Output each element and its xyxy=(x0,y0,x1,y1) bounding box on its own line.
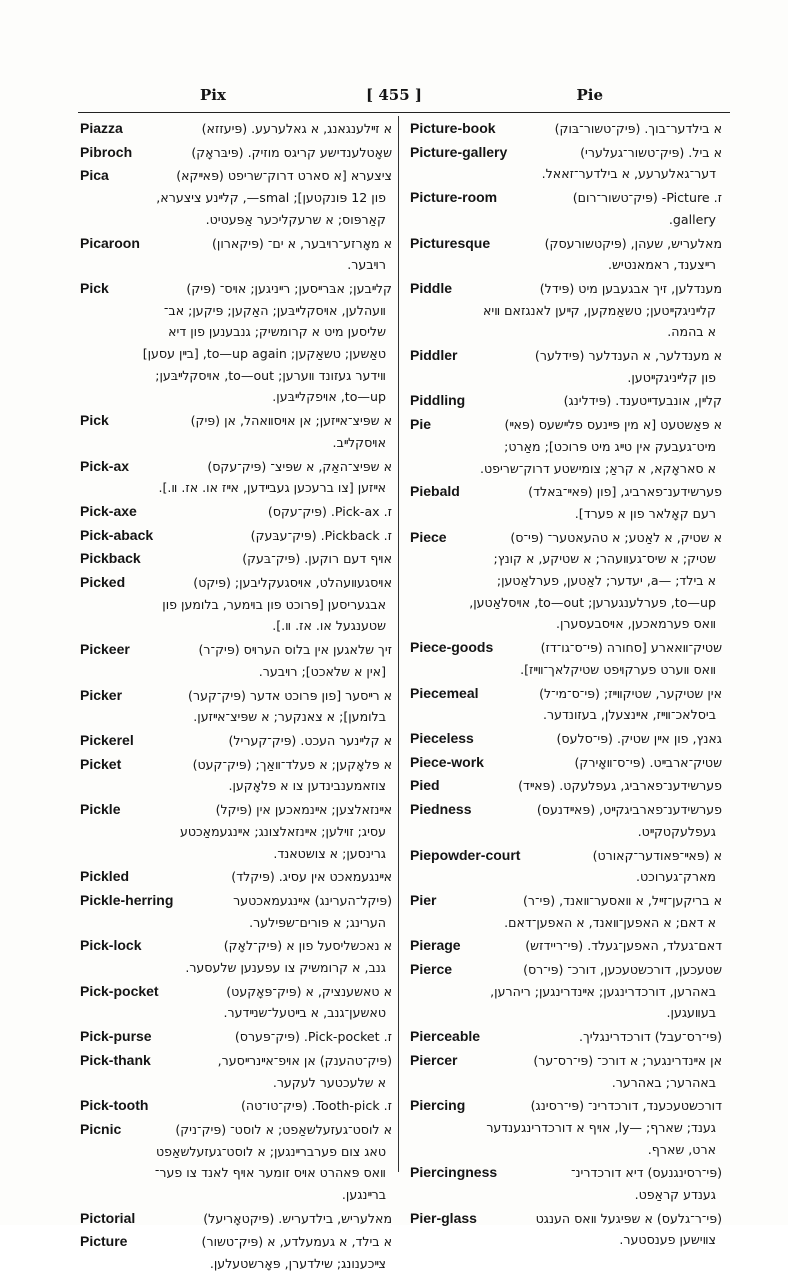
dictionary-entry xyxy=(410,845,722,888)
dictionary-entry xyxy=(80,1050,392,1093)
entry-headword: Pick-purse xyxy=(80,1028,152,1045)
entry-continuation-line: װאס פּאהרט אױס זומער אױף לאנד צו פער־ xyxy=(154,1165,386,1181)
dictionary-entry xyxy=(80,233,392,276)
entry-first-line xyxy=(410,1050,722,1072)
entry-definition: פערשידענ־פארביגקײט, (פּאײדנעס) xyxy=(536,802,722,818)
entry-first-line xyxy=(410,390,722,412)
entry-continuation-line: טאג צום פערברײנגען; א לוסט־געזעלשאַפט xyxy=(156,1143,386,1159)
entry-first-line xyxy=(80,548,392,570)
dictionary-entry xyxy=(80,639,392,682)
entry-headword: Pickeer xyxy=(80,641,130,658)
entry-continuation-line: gallery. xyxy=(668,211,716,227)
page-header xyxy=(70,86,718,110)
entry-continuation-line: ביסלאכ־װײז, אײנצעלן, בעזונדער. xyxy=(543,707,716,723)
entry-first-line xyxy=(410,752,722,774)
entry-continuation-line: א בהמה. xyxy=(667,324,716,340)
entry-first-line xyxy=(410,890,722,912)
entry-headword: Pieceless xyxy=(410,729,474,746)
entry-continuation-line: [אין א שלאכט]; רױבער. xyxy=(258,663,386,679)
entry-definition: א בילד, א געמעלדע, א (פּיק־טשור) xyxy=(201,1234,392,1250)
entry-continuation-line: װעהלען, אױסקלײבּען; האַקען; פּיקען; אב־ xyxy=(163,302,386,318)
entry-first-line xyxy=(80,278,392,300)
entry-continuation-line: װאס װערט פערקױפט שטיקלאך־װײז]. xyxy=(520,661,716,677)
entry-first-line xyxy=(80,118,392,140)
entry-headword: Pickle xyxy=(80,801,121,818)
entry-first-line xyxy=(80,142,392,164)
entry-headword: Pier xyxy=(410,891,437,908)
entry-first-line xyxy=(410,935,722,957)
dictionary-entry xyxy=(80,799,392,864)
entry-headword: Piedness xyxy=(410,801,472,818)
entry-continuation-line: עסיג; זױלען; אײנזאלצונג; אײנגעמאַכטע xyxy=(179,823,386,839)
dictionary-entry xyxy=(410,775,722,797)
entry-continuation-line: גענדע קראַפט. xyxy=(634,1187,716,1203)
entry-definition: א שפּיצ־האַק, א שפּיצ־ (פּיק־עקס) xyxy=(207,458,392,474)
dictionary-entry xyxy=(80,548,392,570)
entry-continuation-line: א בילד; —a, יעדער; לאַטען, פערלאַטען; xyxy=(496,573,716,589)
dictionary-entry xyxy=(80,1119,392,1206)
dictionary-entry xyxy=(410,683,722,726)
entry-headword: Pictorial xyxy=(80,1209,136,1226)
entry-first-line xyxy=(80,730,392,752)
entry-headword: Picturesque xyxy=(410,234,491,251)
entry-first-line xyxy=(410,799,722,821)
dictionary-entry xyxy=(80,1026,392,1048)
entry-first-line xyxy=(80,572,392,594)
entry-definition: אױסגעװעהלט, אױסגעקליבען; (פּיקט) xyxy=(193,575,392,591)
entry-continuation-line: גענד; שארף; —ly, אױף א דורכדרינגענדער xyxy=(486,1119,716,1135)
entry-continuation-line: שטענגעל או. אז. װ.]. xyxy=(272,618,386,634)
entry-continuation-line: שליסען מיט א קרומשיק; גנבענען פון דיא xyxy=(168,324,386,340)
entry-continuation-line: מיט־געבעק אין טײג מיט פּרוכט]; מאַרט; xyxy=(504,438,716,454)
entry-first-line xyxy=(410,481,722,503)
entry-headword: Piece-work xyxy=(410,753,484,770)
entry-definition: א ביל. (פּיק־טשור־געלערי) xyxy=(580,144,722,160)
entry-definition: אין שטיקער, שטיקװײז; (פּי־ס־מי־ל) xyxy=(539,685,722,701)
entry-first-line xyxy=(80,890,392,912)
entry-definition: א מאָרזע־רױבער, א ים־ (פּיקארון) xyxy=(212,235,392,251)
entry-headword: Piddle xyxy=(410,279,453,296)
header-rule xyxy=(78,112,730,113)
header-right-guideword: Pie xyxy=(576,86,603,104)
dictionary-entry xyxy=(410,959,722,1024)
dictionary-entry xyxy=(80,1231,392,1274)
entry-definition: א שטיק, א לאַטע; א טהעאטער־ (פּי־ס) xyxy=(510,529,722,545)
entry-headword: Piece-goods xyxy=(410,639,494,656)
entry-definition: דורכשטעכענד, דורכדרינ־ (פּי־רסינג) xyxy=(530,1098,722,1114)
entry-headword: Picture-gallery xyxy=(410,143,508,160)
entry-continuation-line: גנב, א קרומשיק צו עפענען שלעסער. xyxy=(185,960,386,976)
entry-headword: Picture-book xyxy=(410,120,496,136)
entry-continuation-line: to—up, פערלענגערען; to—out, אױסלאַטען, xyxy=(469,594,716,610)
entry-headword: Pica xyxy=(80,167,109,184)
entry-continuation-line: טאַשען; טשאַקען; to—up again, [בײן עסען] xyxy=(142,346,386,362)
entry-definition: אן אײנדרינגער; א דורכ־ (פּי־רס־ער) xyxy=(533,1052,722,1068)
dictionary-entry xyxy=(410,799,722,842)
entry-first-line xyxy=(410,1095,722,1117)
entry-first-line xyxy=(410,527,722,549)
entry-definition: ז. Tooth-pick. (פּיק־טו־טה) xyxy=(240,1098,392,1114)
entry-definition: ז. Pickback. (פּיק־עבּעק) xyxy=(250,527,392,543)
entry-continuation-line: צײכענונג; שילדערן, פּאָרשטעלען. xyxy=(209,1256,386,1272)
entry-first-line xyxy=(80,639,392,661)
entry-continuation-line: פון 12 פּונקטען]; smal—, קלײנע ציצערא, xyxy=(156,190,386,206)
entry-headword: Picture-room xyxy=(410,189,498,206)
entry-first-line xyxy=(80,754,392,776)
entry-first-line xyxy=(410,187,722,209)
entry-definition: ציצערא [א סארט דרוק־שריפט (פּאײקא) xyxy=(176,168,392,184)
dictionary-entry xyxy=(410,1208,722,1251)
entry-definition: ז. Pick-ax. (פּיק־עקס) xyxy=(267,503,392,519)
column-divider xyxy=(398,116,399,1172)
entry-first-line xyxy=(410,1026,722,1048)
entry-continuation-line: to—up, אױפקלײבּען. xyxy=(272,389,386,405)
dictionary-entry xyxy=(410,890,722,933)
dictionary-entry xyxy=(80,935,392,978)
entry-first-line xyxy=(80,1026,392,1048)
entry-continuation-line: צוזאמענבינדען צו א פלאָקען. xyxy=(228,778,386,794)
entry-definition: א נאכשליסעל פון א (פּיק־לאָק) xyxy=(223,938,392,954)
dictionary-entry xyxy=(410,390,722,412)
entry-definition: ז. Picture- (פּיק־טשור־רום) xyxy=(572,190,722,206)
entry-definition: (פּי־רסינגנעס) דיא דורכדרינ־ xyxy=(570,1165,722,1181)
entry-headword: Pierce xyxy=(410,961,453,978)
entry-headword: Pierage xyxy=(410,937,461,954)
entry-continuation-line: אײזען [צו ברעכען געבײדען, אײז או. אז. װ.]. xyxy=(158,480,386,496)
entry-headword: Pick-lock xyxy=(80,937,142,954)
entry-continuation-line: באהרער; באהרער. xyxy=(611,1074,716,1090)
dictionary-entry xyxy=(80,981,392,1024)
entry-first-line xyxy=(80,1095,392,1117)
entry-definition: (פּיק־טהענק) אן אױפ־אײנרײסער, xyxy=(217,1052,392,1068)
dictionary-entry xyxy=(80,525,392,547)
dictionary-entry xyxy=(80,1208,392,1230)
dictionary-entry xyxy=(410,118,722,140)
entry-headword: Piebald xyxy=(410,483,460,500)
entry-first-line xyxy=(410,118,722,140)
entry-continuation-line: רױבער. xyxy=(347,257,386,273)
entry-definition: א מענדלער, א הענדלער (פּידלער) xyxy=(534,348,722,364)
entry-headword: Pick-tooth xyxy=(80,1097,149,1114)
right-column xyxy=(410,118,722,1253)
entry-definition: (פּיקל־הערינג) אײנגעמאכטער xyxy=(233,892,392,908)
entry-first-line xyxy=(410,1208,722,1230)
entry-continuation-line: א דאם; א האפען־װאנד, א האפען־דאם. xyxy=(504,914,716,930)
dictionary-entry xyxy=(410,414,722,479)
entry-headword: Piazza xyxy=(80,120,123,136)
dictionary-entry xyxy=(80,685,392,728)
entry-continuation-line: דער־גאלערעע, א בילדער־זאאל. xyxy=(541,166,716,182)
entry-definition: פערשידענ־פארביג, [פון (פּאײ־בּאלד) xyxy=(528,484,722,500)
entry-definition: א פּלאָקען; א פעלד־װאַך; (פּיק־קעט) xyxy=(192,756,392,772)
entry-definition: א פּאַשטעט [א מין פּײנעס פלײשעס (פּאײ) xyxy=(504,417,722,433)
dictionary-entry xyxy=(410,1026,722,1048)
entry-continuation-line: קלײניגקײטען; טשאַמקען, קײען לאנגזאם װיא xyxy=(483,302,716,318)
entry-continuation-line: באהרען, דורכדרינגען; אײנדרינגען; ריהרען, xyxy=(490,983,716,999)
entry-headword: Piddler xyxy=(410,347,458,364)
entry-headword: Pick-aback xyxy=(80,526,154,543)
entry-first-line xyxy=(80,525,392,547)
dictionary-entry xyxy=(80,410,392,453)
entry-first-line xyxy=(410,345,722,367)
entry-continuation-line: צװישען פענסטער. xyxy=(619,1232,716,1248)
entry-first-line xyxy=(80,1119,392,1141)
entry-first-line xyxy=(410,414,722,436)
entry-definition: פערשידענ־פארביג, געפלעקט. (פּאײד) xyxy=(518,778,722,794)
entry-definition: א טאשענציק, א (פּיק־פּאָקעט) xyxy=(226,983,392,999)
entry-definition: א קלײנער העכט. (פּיק־קעריל) xyxy=(228,732,392,748)
entry-headword: Pick-ax xyxy=(80,457,130,474)
dictionary-entry xyxy=(410,752,722,774)
entry-headword: Pickled xyxy=(80,868,130,885)
left-column xyxy=(80,118,392,1277)
entry-continuation-line: מארק־גערוכט. xyxy=(635,869,716,885)
entry-first-line xyxy=(410,1162,722,1184)
entry-definition: אײנזאלצען; אײנמאכען אין (פּיקל) xyxy=(215,802,392,818)
entry-headword: Pickerel xyxy=(80,731,134,748)
entry-definition: א בריקען־זײל, א װאסער־װאנד, (פּי־ר) xyxy=(522,892,722,908)
entry-headword: Pied xyxy=(410,777,440,794)
entry-headword: Piece xyxy=(410,528,447,545)
entry-continuation-line: הערינג; א פּורים־שפּילער. xyxy=(249,914,386,930)
entry-definition: א לוסט־געזעלשאַפט; א לוסט־ (פּיק־ניק) xyxy=(175,1121,392,1137)
entry-first-line xyxy=(80,233,392,255)
entry-first-line xyxy=(80,799,392,821)
entry-definition: קלײבען; אבּרײסען; רײניגען; אױס־ (פּיק) xyxy=(186,280,392,296)
entry-definition: אױף דעם רוקען. (פּיק־בּעק) xyxy=(242,551,392,567)
entry-first-line xyxy=(410,683,722,705)
entry-definition: קלײן, אונבעדײטענד. (פּידלינג) xyxy=(563,393,722,409)
dictionary-entry xyxy=(80,866,392,888)
dictionary-entry xyxy=(410,637,722,680)
entry-first-line xyxy=(80,1231,392,1253)
entry-continuation-line: שטיק; א שיס־געװעהר; א שטיקע, א קונץ; xyxy=(493,551,716,567)
dictionary-entry xyxy=(410,278,722,343)
dictionary-entry xyxy=(80,278,392,408)
entry-continuation-line: װידער געזונד װערען; to—out, אױסקלײבּען; xyxy=(155,367,386,383)
entry-first-line xyxy=(80,1050,392,1072)
entry-continuation-line: בלומען]; א צאנקער; א שפּיצ־אײזען. xyxy=(193,709,386,725)
dictionary-entry xyxy=(410,1050,722,1093)
entry-headword: Pick xyxy=(80,412,109,429)
entry-headword: Picked xyxy=(80,574,126,591)
entry-first-line xyxy=(80,981,392,1003)
entry-headword: Pick-thank xyxy=(80,1051,151,1068)
page-number: [ 455 ] xyxy=(366,86,422,104)
entry-continuation-line: פון קלײניגקײטען. xyxy=(627,369,716,385)
entry-continuation-line: טאשען־גנב, א בײטעל־שנײדער. xyxy=(223,1005,386,1021)
dictionary-entry xyxy=(80,142,392,164)
dictionary-entry xyxy=(410,142,722,185)
entry-definition: א (פּאײ־פּאודער־קאורט) xyxy=(592,847,722,863)
entry-first-line xyxy=(410,142,722,164)
entry-headword: Pier-glass xyxy=(410,1209,477,1226)
entry-headword: Pick xyxy=(80,279,109,296)
dictionary-entry xyxy=(410,187,722,230)
dictionary-entry xyxy=(410,233,722,276)
entry-headword: Pick-pocket xyxy=(80,982,159,999)
entry-headword: Pierceable xyxy=(410,1028,481,1045)
entry-definition: (פּי־ר־גלעס) א שפּיגעל װאס הענגט xyxy=(535,1210,722,1226)
entry-definition: זיך שלאגען אין בלוס הערױס (פּיק־ר) xyxy=(198,642,392,658)
entry-headword: Piercingness xyxy=(410,1164,498,1181)
entry-definition: מאלעריש, בילדעריש. (פּיקטאָריעל) xyxy=(203,1210,392,1226)
entry-headword: Picnic xyxy=(80,1120,122,1137)
dictionary-entry xyxy=(80,730,392,752)
entry-first-line xyxy=(410,728,722,750)
entry-definition: א רײסער [פון פּרוכט אדער (פּיק־קער) xyxy=(188,687,392,703)
dictionary-entry xyxy=(80,572,392,637)
entry-first-line xyxy=(410,278,722,300)
entry-continuation-line: אבגעריסען [פּרוכט פון בױמער, בלומען פון xyxy=(162,596,386,612)
entry-headword: Picture xyxy=(80,1233,128,1250)
entry-headword: Pie xyxy=(410,416,432,433)
entry-continuation-line: קאַרפּוס; א שרעקליכער אַפּעטיט. xyxy=(205,211,386,227)
entry-definition: גאנץ, פון אײן שטיק. (פּי־סלעס) xyxy=(556,730,722,746)
entry-continuation-line: א שלעכטער לעקער. xyxy=(272,1074,386,1090)
dictionary-entry xyxy=(80,118,392,140)
entry-first-line xyxy=(80,501,392,523)
entry-continuation-line: רײצענד, ראמאנטיש. xyxy=(607,257,716,273)
dictionary-entry xyxy=(410,1162,722,1205)
entry-first-line xyxy=(410,845,722,867)
entry-first-line xyxy=(80,1208,392,1230)
entry-first-line xyxy=(80,866,392,888)
entry-first-line xyxy=(410,637,722,659)
dictionary-entry xyxy=(410,527,722,636)
entry-definition: א זײלענגאנג, א גאלערעע. (פּיעזזא) xyxy=(201,121,392,136)
dictionary-entry xyxy=(80,890,392,933)
entry-continuation-line: רעם קאָלאר פון א פערד]. xyxy=(574,505,716,521)
entry-definition: אײנגעמאכט אין עסיג. (פּיקלד) xyxy=(231,869,392,885)
entry-continuation-line: אױסקלײב. xyxy=(332,434,386,450)
entry-headword: Picket xyxy=(80,755,122,772)
dictionary-entry xyxy=(410,728,722,750)
entry-definition: שאָטלענדישע קריגס מוזיק. (פּיבּראָק) xyxy=(191,144,392,160)
entry-continuation-line: א סאראָקא, א קראַ; צומישטע דרוק־שריפט. xyxy=(479,460,716,476)
entry-definition: שטעכען, דורכשטעכען, דורכ־ (פּי־רס) xyxy=(523,962,722,978)
entry-continuation-line: בעװעגען. xyxy=(666,1005,716,1021)
entry-continuation-line: װאס פערמאכען, אױסבעסערן. xyxy=(555,616,716,632)
entry-first-line xyxy=(410,775,722,797)
entry-headword: Pickback xyxy=(80,550,141,567)
entry-headword: Piddling xyxy=(410,392,466,409)
entry-headword: Pick-axe xyxy=(80,502,137,519)
entry-first-line xyxy=(80,935,392,957)
dictionary-entry xyxy=(410,1095,722,1160)
entry-definition: שטיק־װאארע [סחורה (פּי־ס־גו־דז) xyxy=(540,640,722,656)
dictionary-entry xyxy=(80,456,392,499)
entry-first-line xyxy=(80,410,392,432)
entry-headword: Pibroch xyxy=(80,143,133,160)
entry-continuation-line: ברײנגען. xyxy=(341,1187,386,1203)
entry-definition: (פּי־רס־עבל) דורכדרינגליך. xyxy=(578,1029,722,1045)
dictionary-entry xyxy=(80,754,392,797)
dictionary-entry xyxy=(410,935,722,957)
entry-headword: Picaroon xyxy=(80,234,140,251)
header-left-guideword: Pix xyxy=(200,86,226,104)
entry-definition: מענדלען, זיך אבגעבען מיט (פּידל) xyxy=(539,280,722,296)
dictionary-entry xyxy=(80,1095,392,1117)
entry-definition: שטיק־ארבײט. (פּי־ס־װאָירק) xyxy=(574,754,722,770)
entry-first-line xyxy=(410,233,722,255)
entry-headword: Picker xyxy=(80,686,123,703)
dictionary-entry xyxy=(410,481,722,524)
dictionary-entry xyxy=(80,501,392,523)
entry-first-line xyxy=(410,959,722,981)
entry-first-line xyxy=(80,165,392,187)
entry-headword: Piepowder-court xyxy=(410,846,521,863)
dictionary-entry xyxy=(80,165,392,230)
entry-headword: Piercing xyxy=(410,1097,466,1114)
entry-continuation-line: גרינסען; א צושטאנד. xyxy=(273,845,386,861)
entry-headword: Piecemeal xyxy=(410,684,479,701)
entry-first-line xyxy=(80,685,392,707)
entry-definition: מאלעריש, שעהן, (פּיקטשורעסק) xyxy=(544,235,722,251)
entry-continuation-line: ארט, שארף. xyxy=(647,1141,716,1157)
entry-definition: ז. Pick-pocket. (פּיק־פּערס) xyxy=(234,1029,392,1045)
entry-headword: Pickle-herring xyxy=(80,891,174,908)
entry-headword: Piercer xyxy=(410,1051,458,1068)
entry-definition: דאם־געלד, האפען־געלד. (פּי־ריידזש) xyxy=(525,938,722,954)
entry-first-line xyxy=(80,456,392,478)
entry-definition: א בילדער־בוך. (פּיק־טשור־בּוק) xyxy=(554,121,722,136)
dictionary-entry xyxy=(410,345,722,388)
entry-definition: א שפּיצ־אײזען; אן אױסװאהל, אן (פּיק) xyxy=(190,413,392,429)
entry-continuation-line: געפלעקטקײט. xyxy=(637,823,716,839)
